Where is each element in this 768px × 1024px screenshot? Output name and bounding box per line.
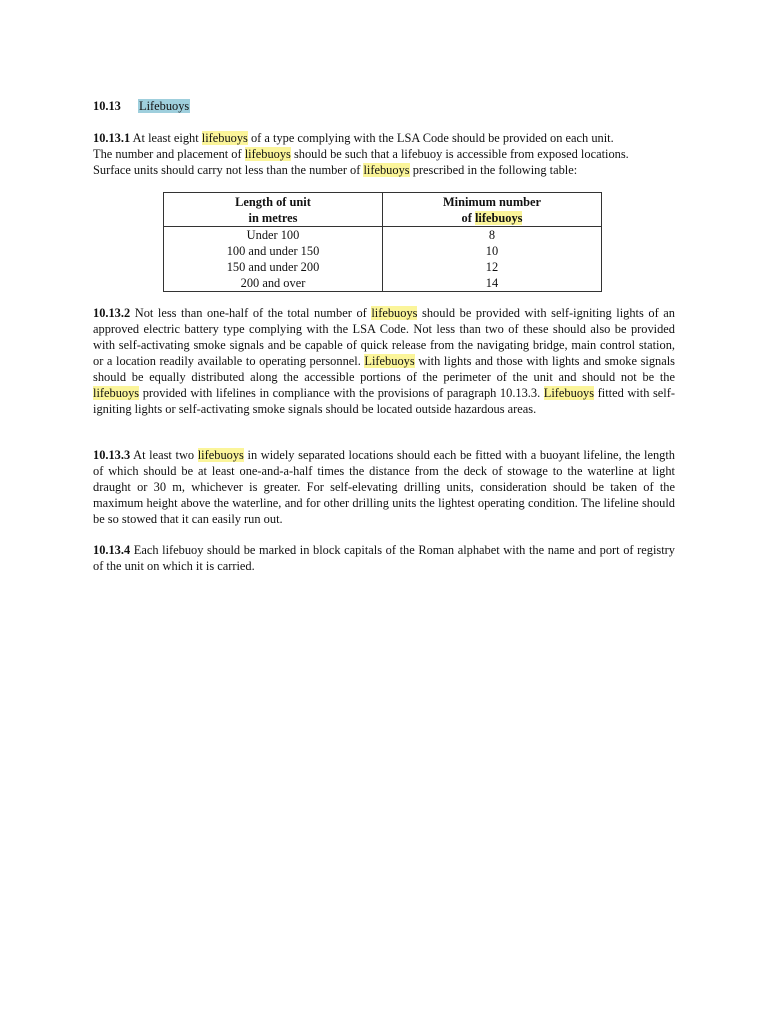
section-heading xyxy=(93,98,190,114)
paragraph-10-13-2: 10.13.2 Not less than one-half of the total number of lifebuoys should be provided with self-igniting lights of an approved electric battery type complying with the LSA Code. Not less than two of these should also be provided with self-activating smoke signals and be capable of quick release from the navigating bridge, main control station, or a location readily available to operating personnel. Lifebuoys with lights and those with lights and smoke signals should be equally distributed along the accessible portions of the perimeter of the unit and should not be the lifebuoys provided with lifelines in compliance with the provisions of paragraph 10.13.3. Lifebuoys fitted with self-igniting lights or self-activating smoke signals should be located outside hazardous areas. xyxy=(93,306,675,416)
table-header-row xyxy=(164,193,602,227)
table-header-min-number: Minimum number of lifebuoys xyxy=(383,193,602,227)
paragraph-10-13-3: 10.13.3 At least two lifebuoys in widely separated locations should each be fitted with a buoyant lifeline, the length of which should be at least one-and-a-half times the distance from the deck of stowage to the waterline at light draught or 30 m, whichever is greater. For self-elevating drilling units, consideration should be taken of the maximum height above the waterline, and for other drilling units the lightest operating condition. The lifeline should be so stowed that it can easily run out. xyxy=(93,448,675,526)
highlight-lifebuoys: Lifebuoys xyxy=(543,386,595,400)
section-number: 10.13 xyxy=(93,99,121,113)
cell-length: Under 100 xyxy=(164,227,383,244)
cell-length: 200 and over xyxy=(164,275,383,292)
paragraph-number: 10.13.2 xyxy=(93,306,131,320)
table-row xyxy=(164,243,602,259)
cell-min: 8 xyxy=(383,227,602,244)
paragraph-number: 10.13.3 xyxy=(93,448,131,462)
cell-min: 10 xyxy=(383,243,602,259)
paragraph-10-13-4: 10.13.4 Each lifebuoy should be marked in block capitals of the Roman alphabet with the name and port of registry of the unit on which it is carried. xyxy=(93,543,675,573)
paragraph-number: 10.13.4 xyxy=(93,543,131,557)
lifebuoys-table xyxy=(163,192,602,292)
table-row xyxy=(164,259,602,275)
cell-min: 14 xyxy=(383,275,602,292)
cell-length: 150 and under 200 xyxy=(164,259,383,275)
table-header-length: Length of unit in metres xyxy=(164,193,383,227)
highlight-lifebuoys: lifebuoys xyxy=(201,131,248,145)
highlight-lifebuoys: Lifebuoys xyxy=(364,354,415,368)
paragraph-10-13-1: 10.13.1 At least eight lifebuoys of a type complying with the LSA Code should be provided on each unit. The number and placement of lifebuoys should be such that a lifebuoy is accessible from exposed locations. Surface units should carry not less than the number of lifebuoys prescribed in the following table: xyxy=(93,131,629,177)
table-row xyxy=(164,227,602,244)
highlight-lifebuoys: lifebuoys xyxy=(197,448,244,462)
highlight-lifebuoys: lifebuoys xyxy=(93,386,140,400)
paragraph-number: 10.13.1 xyxy=(93,131,131,145)
highlight-lifebuoys: lifebuoys xyxy=(371,306,418,320)
section-title: Lifebuoys xyxy=(139,99,190,113)
highlight-lifebuoys: lifebuoys xyxy=(244,147,291,161)
table-row xyxy=(164,275,602,292)
highlight-lifebuoys: lifebuoys xyxy=(363,163,410,177)
cell-length: 100 and under 150 xyxy=(164,243,383,259)
highlight-lifebuoys: lifebuoys xyxy=(474,211,523,225)
cell-min: 12 xyxy=(383,259,602,275)
